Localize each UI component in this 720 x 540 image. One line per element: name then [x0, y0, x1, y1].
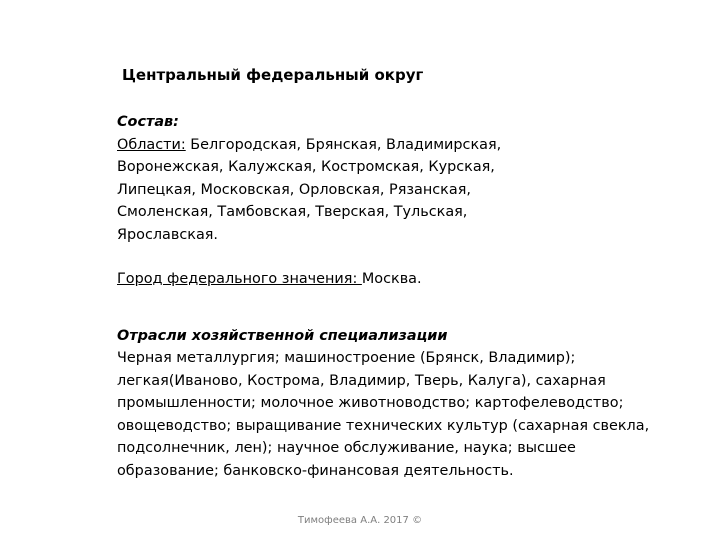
regions-line: Липецкая, Московская, Орловская, Рязанская,: [117, 181, 471, 198]
federal-city-label: Город федерального значения:: [117, 271, 362, 287]
composition-heading: Состав:: [117, 114, 179, 130]
regions-text: Белгородская, Брянская, Владимирская,: [185, 136, 502, 153]
federal-city-value: Москва.: [361, 271, 422, 287]
regions-label: Области:: [117, 136, 186, 153]
specialization-line: легкая(Иваново, Кострома, Владимир, Тверь, Калуга), сахарная: [117, 372, 606, 389]
regions-line: Смоленская, Тамбовская, Тверская, Тульская,: [117, 204, 468, 220]
specialization-line: образование; банковско-финансовая деятельность.: [117, 462, 514, 479]
footer-copyright: Тимофеева А.А. 2017 ©: [297, 515, 423, 526]
regions-line: Воронежская, Калужская, Костромская, Курская,: [117, 159, 495, 175]
specialization-line: промышленности; молочное животноводство; картофелеводство;: [117, 395, 624, 411]
regions-line: [117, 134, 677, 157]
specialization-line: овощеводство; выращивание технических культур (сахарная свекла,: [117, 417, 650, 434]
specialization-heading: Отрасли хозяйственной специализации: [117, 327, 448, 344]
federal-city-line: [117, 268, 677, 291]
slide-content: [117, 111, 677, 482]
regions-line: Ярославская.: [117, 226, 219, 243]
specialization-line: Черная металлургия; машиностроение (Брянск, Владимир);: [117, 350, 576, 366]
slide-title: Центральный федеральный округ: [122, 66, 424, 84]
specialization-line: подсолнечник, лен); научное обслуживание, наука; высшее: [117, 440, 576, 456]
